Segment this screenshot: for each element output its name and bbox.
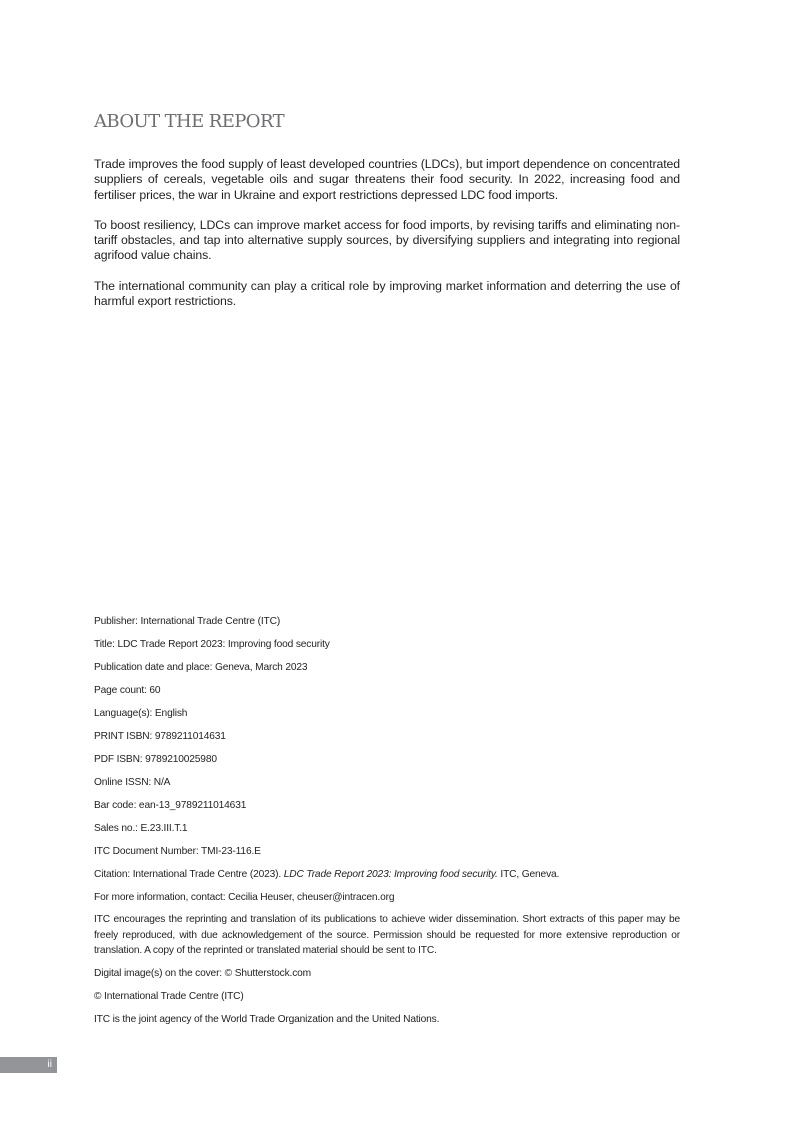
pdf-isbn-line: PDF ISBN: 9789210025980 (94, 754, 217, 765)
summary-paragraph-2: To boost resiliency, LDCs can improve market access for food imports, by revising tariffs and eliminating non-tariff obstacles, and tap into alternative supply sources, by diversifying suppliers and integrating into regional agrifood value chains. (94, 217, 680, 263)
citation-suffix: ITC, Geneva. (497, 869, 560, 880)
publication-date-line: Publication date and place: Geneva, March 2023 (94, 662, 308, 673)
summary-paragraph-3: The international community can play a critical role by improving market information and deterring the use of harmful export restrictions. (94, 278, 680, 309)
cover-image-credit: Digital image(s) on the cover: © Shutterstock.com (94, 967, 312, 979)
citation-title: LDC Trade Report 2023: Improving food security. (283, 869, 498, 880)
document-number-line: ITC Document Number: TMI-23-116.E (94, 846, 261, 857)
page-count-line: Page count: 60 (94, 685, 161, 696)
online-issn-line: Online ISSN: N/A (94, 777, 171, 788)
sales-number-line: Sales no.: E.23.III.T.1 (94, 823, 188, 834)
publisher-line: Publisher: International Trade Centre (ITC) (94, 616, 281, 627)
citation-prefix: Citation: International Trade Centre (2023). (94, 869, 284, 880)
copyright-line: © International Trade Centre (ITC) (94, 990, 244, 1002)
reprint-notice: ITC encourages the reprinting and translation of its publications to achieve wider dissemination. Short extracts of this paper may be freely reproduced, with due acknowledgement of the source. Permission should be requested for more extensive reproduction or translation. A copy of the reprinted or translated material should be sent to ITC. (94, 914, 680, 956)
page-title: ABOUT THE REPORT (94, 111, 284, 132)
contact-line: For more information, contact: Cecilia Heuser, cheuser@intracen.org (94, 892, 395, 903)
language-line: Language(s): English (94, 708, 188, 719)
page-number: ii (0, 1057, 57, 1073)
agency-line: ITC is the joint agency of the World Trade Organization and the United Nations. (94, 1013, 440, 1025)
citation-line (94, 867, 680, 890)
bar-code-line: Bar code: ean-13_9789211014631 (94, 800, 247, 811)
summary-paragraph-1: Trade improves the food supply of least developed countries (LDCs), but import dependence on concentrated suppliers of cereals, vegetable oils and sugar threatens their food security. In 2022, increasing food and fertiliser prices, the war in Ukraine and export restrictions depressed LDC food imports. (94, 157, 680, 202)
title-line: Title: LDC Trade Report 2023: Improving food security (94, 639, 330, 650)
print-isbn-line: PRINT ISBN: 9789211014631 (94, 731, 226, 742)
publication-details (94, 614, 680, 1035)
report-summary (94, 157, 680, 324)
